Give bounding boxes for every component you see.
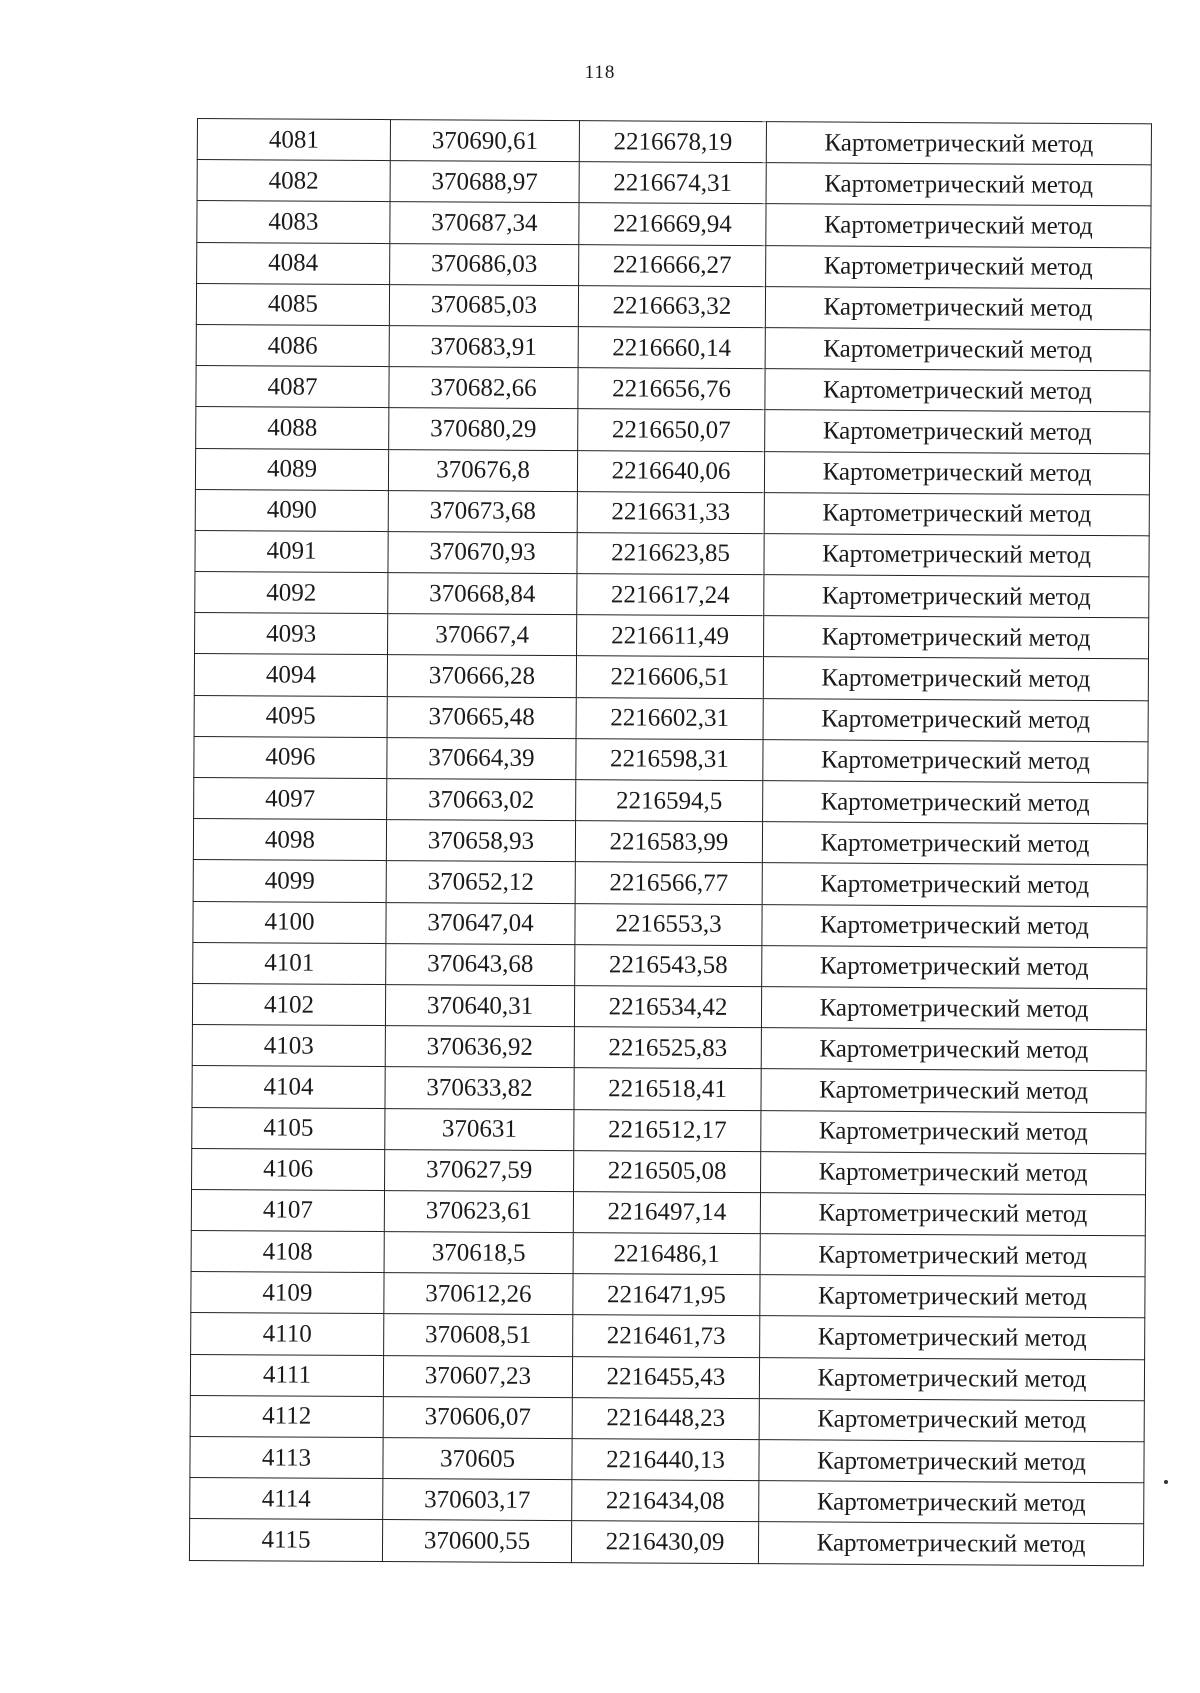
table-row [192,1148,1146,1195]
method-cell: Картометрический метод [760,1234,1145,1277]
method-cell: Картометрический метод [763,781,1148,824]
y-coordinate-cell: 2216497,14 [573,1191,760,1233]
point-number-cell: 4112 [190,1395,383,1437]
x-coordinate-cell: 370668,84 [388,573,577,615]
y-coordinate-cell: 2216525,83 [574,1027,761,1069]
point-number-cell: 4111 [190,1354,383,1396]
point-number-cell: 4096 [194,736,387,778]
x-coordinate-cell: 370633,82 [385,1067,574,1109]
x-coordinate-cell: 370664,39 [387,737,576,779]
x-coordinate-cell: 370685,03 [389,284,578,326]
point-number-cell: 4098 [193,819,386,861]
point-number-cell: 4086 [196,324,389,366]
point-number-cell: 4113 [190,1436,383,1478]
method-cell: Картометрический метод [761,987,1146,1030]
x-coordinate-cell: 370627,59 [385,1149,574,1191]
method-cell: Картометрический метод [762,822,1147,865]
page-number: 118 [584,62,616,83]
x-coordinate-cell: 370647,04 [386,902,575,944]
method-cell: Картометрический метод [765,286,1150,329]
y-coordinate-cell: 2216518,41 [574,1068,761,1110]
point-number-cell: 4095 [194,695,387,737]
table-row [193,860,1147,907]
table-row [191,1313,1145,1360]
table-row [196,283,1150,330]
table-row [196,366,1150,413]
table-row [197,242,1151,289]
table-row [196,324,1150,371]
method-cell: Картометрический метод [759,1440,1144,1483]
table-row [194,654,1148,701]
table-row [190,1395,1144,1442]
point-number-cell: 4090 [195,489,388,531]
x-coordinate-cell: 370605 [383,1438,572,1480]
table-row [196,407,1150,454]
y-coordinate-cell: 2216666,27 [579,244,766,286]
y-coordinate-cell: 2216553,3 [575,903,762,945]
point-number-cell: 4081 [197,119,390,161]
x-coordinate-cell: 370600,55 [382,1520,571,1562]
y-coordinate-cell: 2216617,24 [577,574,764,616]
y-coordinate-cell: 2216430,09 [571,1521,758,1563]
y-coordinate-cell: 2216440,13 [572,1439,759,1481]
table-row [197,160,1151,207]
y-coordinate-cell: 2216543,58 [575,944,762,986]
point-number-cell: 4103 [192,1025,385,1067]
point-number-cell: 4104 [192,1066,385,1108]
method-cell: Картометрический метод [765,369,1150,412]
table-row [189,1519,1143,1566]
point-number-cell: 4083 [197,201,390,243]
point-number-cell: 4100 [193,901,386,943]
y-coordinate-cell: 2216461,73 [573,1315,760,1357]
table-row [195,530,1149,577]
table-row [194,736,1148,783]
x-coordinate-cell: 370687,34 [390,202,579,244]
method-cell: Картометрический метод [761,1110,1146,1153]
y-coordinate-cell: 2216448,23 [572,1397,759,1439]
point-number-cell: 4085 [196,283,389,325]
y-coordinate-cell: 2216598,31 [576,738,763,780]
y-coordinate-cell: 2216434,08 [572,1480,759,1522]
method-cell: Картометрический метод [759,1357,1144,1400]
x-coordinate-cell: 370682,66 [389,367,578,409]
x-coordinate-cell: 370607,23 [383,1355,572,1397]
method-cell: Картометрический метод [760,1275,1145,1318]
point-number-cell: 4084 [197,242,390,284]
y-coordinate-cell: 2216674,31 [579,162,766,204]
point-number-cell: 4082 [197,160,390,202]
table-row [195,572,1149,619]
y-coordinate-cell: 2216505,08 [574,1150,761,1192]
x-coordinate-cell: 370618,5 [384,1232,573,1274]
x-coordinate-cell: 370636,92 [385,1026,574,1068]
method-cell: Картометрический метод [758,1522,1143,1565]
method-cell: Картометрический метод [763,739,1148,782]
table-row [191,1231,1145,1278]
x-coordinate-cell: 370652,12 [386,861,575,903]
method-cell: Картометрический метод [766,245,1151,288]
method-cell: Картометрический метод [760,1316,1145,1359]
method-cell: Картометрический метод [766,204,1151,247]
x-coordinate-cell: 370667,4 [388,614,577,656]
table-row [193,819,1147,866]
point-number-cell: 4108 [191,1231,384,1273]
x-coordinate-cell: 370683,91 [389,326,578,368]
table-row [192,1066,1146,1113]
point-number-cell: 4087 [196,366,389,408]
y-coordinate-cell: 2216650,07 [578,409,765,451]
x-coordinate-cell: 370612,26 [384,1273,573,1315]
y-coordinate-cell: 2216663,32 [578,285,765,327]
coordinates-table-wrapper [189,118,1147,1566]
table-row [194,777,1148,824]
point-number-cell: 4088 [196,407,389,449]
method-cell: Картометрический метод [765,410,1150,453]
table-row [194,695,1148,742]
x-coordinate-cell: 370690,61 [390,120,579,162]
x-coordinate-cell: 370686,03 [390,243,579,285]
y-coordinate-cell: 2216623,85 [577,533,764,575]
method-cell: Картометрический метод [761,1151,1146,1194]
y-coordinate-cell: 2216594,5 [576,780,763,822]
x-coordinate-cell: 370643,68 [386,943,575,985]
y-coordinate-cell: 2216455,43 [572,1356,759,1398]
y-coordinate-cell: 2216512,17 [574,1109,761,1151]
method-cell: Картометрический метод [761,1069,1146,1112]
y-coordinate-cell: 2216486,1 [573,1233,760,1275]
point-number-cell: 4091 [195,530,388,572]
x-coordinate-cell: 370640,31 [385,985,574,1027]
method-cell: Картометрический метод [764,451,1149,494]
method-cell: Картометрический метод [763,657,1148,700]
method-cell: Картометрический метод [759,1481,1144,1524]
y-coordinate-cell: 2216631,33 [577,491,764,533]
method-cell: Картометрический метод [764,492,1149,535]
coordinates-table [189,118,1152,1566]
x-coordinate-cell: 370673,68 [388,490,577,532]
table-row [190,1354,1144,1401]
method-cell: Картометрический метод [765,328,1150,371]
table-row [195,448,1149,495]
method-cell: Картометрический метод [763,616,1148,659]
y-coordinate-cell: 2216678,19 [579,121,766,163]
y-coordinate-cell: 2216471,95 [573,1274,760,1316]
y-coordinate-cell: 2216660,14 [578,327,765,369]
x-coordinate-cell: 370688,97 [390,161,579,203]
method-cell: Картометрический метод [766,122,1151,165]
method-cell: Картометрический метод [761,1028,1146,1071]
table-row [192,1107,1146,1154]
table-row [191,1189,1145,1236]
y-coordinate-cell: 2216606,51 [576,656,763,698]
method-cell: Картометрический метод [759,1398,1144,1441]
table-row [193,942,1147,989]
point-number-cell: 4107 [191,1189,384,1231]
table-row [195,489,1149,536]
point-number-cell: 4089 [195,448,388,490]
x-coordinate-cell: 370606,07 [383,1396,572,1438]
method-cell: Картометрический метод [762,945,1147,988]
table-row [190,1436,1144,1483]
table-row [190,1478,1144,1525]
x-coordinate-cell: 370670,93 [388,531,577,573]
point-number-cell: 4093 [195,613,388,655]
method-cell: Картометрический метод [764,575,1149,618]
point-number-cell: 4114 [190,1478,383,1520]
point-number-cell: 4105 [192,1107,385,1149]
table-row [191,1272,1145,1319]
point-number-cell: 4110 [191,1313,384,1355]
y-coordinate-cell: 2216640,06 [577,450,764,492]
table-row [195,613,1149,660]
method-cell: Картометрический метод [763,698,1148,741]
x-coordinate-cell: 370663,02 [387,779,576,821]
point-number-cell: 4106 [192,1148,385,1190]
x-coordinate-cell: 370666,28 [387,655,576,697]
y-coordinate-cell: 2216534,42 [574,986,761,1028]
y-coordinate-cell: 2216566,77 [575,862,762,904]
method-cell: Картометрический метод [762,904,1147,947]
x-coordinate-cell: 370631 [385,1108,574,1150]
point-number-cell: 4099 [193,860,386,902]
method-cell: Картометрический метод [760,1193,1145,1236]
x-coordinate-cell: 370658,93 [386,820,575,862]
y-coordinate-cell: 2216656,76 [578,368,765,410]
point-number-cell: 4094 [194,654,387,696]
point-number-cell: 4097 [194,777,387,819]
table-row [193,901,1147,948]
y-coordinate-cell: 2216602,31 [576,697,763,739]
method-cell: Картометрический метод [764,534,1149,577]
x-coordinate-cell: 370676,8 [388,449,577,491]
x-coordinate-cell: 370623,61 [384,1190,573,1232]
table-row [197,119,1151,166]
table-body [189,119,1151,1566]
y-coordinate-cell: 2216611,49 [577,615,764,657]
method-cell: Картометрический метод [762,863,1147,906]
x-coordinate-cell: 370608,51 [384,1314,573,1356]
point-number-cell: 4102 [192,983,385,1025]
x-coordinate-cell: 370665,48 [387,696,576,738]
x-coordinate-cell: 370680,29 [389,408,578,450]
method-cell: Картометрический метод [766,163,1151,206]
scan-artifact-dot [1164,1480,1168,1484]
x-coordinate-cell: 370603,17 [383,1479,572,1521]
y-coordinate-cell: 2216583,99 [575,821,762,863]
point-number-cell: 4115 [189,1519,382,1561]
table-row [192,983,1146,1030]
y-coordinate-cell: 2216669,94 [579,203,766,245]
point-number-cell: 4092 [195,572,388,614]
table-row [197,201,1151,248]
point-number-cell: 4101 [193,942,386,984]
table-row [192,1025,1146,1072]
point-number-cell: 4109 [191,1272,384,1314]
